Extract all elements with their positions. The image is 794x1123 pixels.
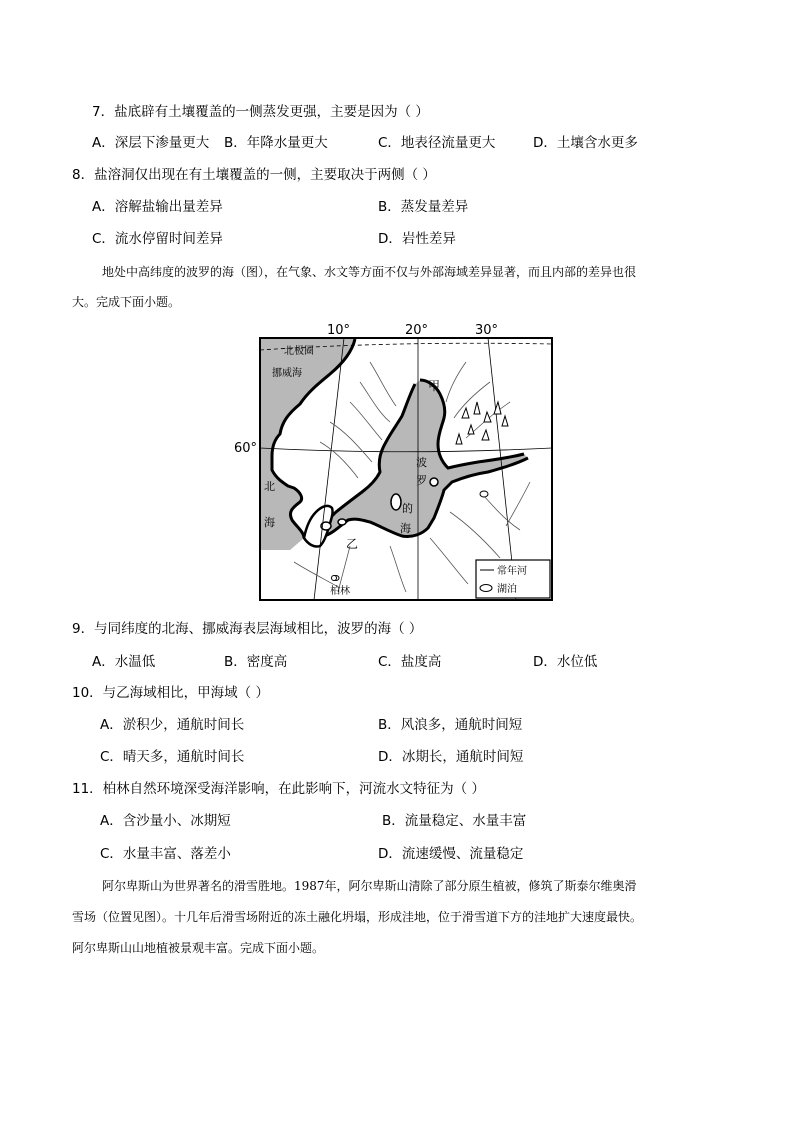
- lon-label-20: 20°: [405, 323, 429, 338]
- yi-label: 乙: [346, 537, 359, 551]
- question-10-stem: 10．与乙海域相比，甲海域（ ）: [72, 685, 269, 701]
- baltic-label-1: 波: [416, 456, 427, 469]
- q7-option-c: C．地表径流量更大: [378, 135, 496, 151]
- q11-option-c: C．水量丰富、落差小: [100, 846, 231, 862]
- baltic-label-2: 罗: [416, 474, 427, 487]
- alps-passage-line-2: 雪场（位置见图）。十几年后滑雪场附近的冻土融化坍塌，形成洼地，位于滑雪道下方的洼地扩大速度最快。: [72, 910, 643, 924]
- q7-option-a: A．深层下渗量更大: [92, 135, 210, 151]
- q11-option-a: A．含沙量小、冰期短: [100, 813, 231, 829]
- baltic-passage-line-2: 大。完成下面小题。: [72, 295, 181, 309]
- q11-option-b: B．流量稳定、水量丰富: [382, 813, 527, 829]
- lon-label-10: 10°: [327, 323, 351, 338]
- question-8-stem: 8．盐溶洞仅出现在有土壤覆盖的一侧，主要取决于两侧（ ）: [72, 167, 436, 183]
- norwegian-sea-label: 挪威海: [272, 368, 302, 379]
- q9-option-d: D．水位低: [533, 654, 598, 670]
- q8-option-d: D．岩性差异: [378, 231, 456, 247]
- gotland-island: [391, 494, 401, 510]
- lon-label-30: 30°: [475, 323, 499, 338]
- q9-option-a: A．水温低: [92, 654, 156, 670]
- legend-lake-label: 湖泊: [497, 584, 517, 595]
- legend-lake-symbol: [480, 585, 492, 592]
- saaremaa-island: [430, 478, 438, 486]
- jia-label: 甲: [428, 379, 441, 393]
- q10-option-c: C．晴天多，通航时间长: [100, 749, 245, 765]
- q10-option-a: A．淤积少，通航时间长: [100, 717, 245, 733]
- q10-option-d: D．冰期长，通航时间短: [378, 749, 524, 765]
- baltic-sea-map: [230, 322, 560, 604]
- berlin-label: 柏林: [330, 586, 350, 597]
- baltic-passage-line-1: 地处中高纬度的波罗的海（图），在气象、水文等方面不仅与外部海域差异显著，而且内部的差异也很: [102, 265, 637, 279]
- alps-passage-line-3: 阿尔卑斯山山地植被景观丰富。完成下面小题。: [72, 941, 325, 955]
- q10-option-b: B．风浪多，通航时间短: [378, 717, 523, 733]
- question-9-stem: 9．与同纬度的北海、挪威海表层海域相比，波罗的海（ ）: [72, 621, 423, 637]
- q8-option-a: A．溶解盐输出量差异: [92, 199, 223, 215]
- north-sea-label-1: 北: [264, 480, 275, 493]
- baltic-label-4: 海: [400, 522, 411, 535]
- q7-option-b: B．年降水量更大: [224, 135, 328, 151]
- question-11-stem: 11．柏林自然环境深受海洋影响，在此影响下，河流水文特征为（ ）: [72, 781, 485, 797]
- q11-option-d: D．流速缓慢、流量稳定: [378, 846, 524, 862]
- q8-option-c: C．流水停留时间差异: [92, 231, 223, 247]
- north-sea-label-2: 海: [264, 516, 275, 529]
- q7-option-d: D．土壤含水更多: [533, 135, 638, 151]
- small-island-2: [338, 519, 346, 525]
- berlin-marker: [332, 576, 337, 581]
- alps-passage-line-1: 阿尔卑斯山为世界著名的滑雪胜地。1987年，阿尔卑斯山清除了部分原生植被，修筑了斯泰尔维奥滑: [102, 879, 637, 893]
- legend-river-label: 常年河: [497, 566, 527, 577]
- arctic-circle-label: 北极圈: [284, 346, 314, 357]
- q9-option-c: C．盐度高: [378, 654, 442, 670]
- baltic-label-3: 的: [402, 502, 413, 515]
- q9-option-b: B．密度高: [224, 654, 288, 670]
- q8-option-b: B．蒸发量差异: [378, 199, 469, 215]
- question-7-stem: 7．盐底辟有土壤覆盖的一侧蒸发更强，主要是因为（ ）: [92, 104, 429, 120]
- lat-label-60: 60°: [234, 441, 258, 456]
